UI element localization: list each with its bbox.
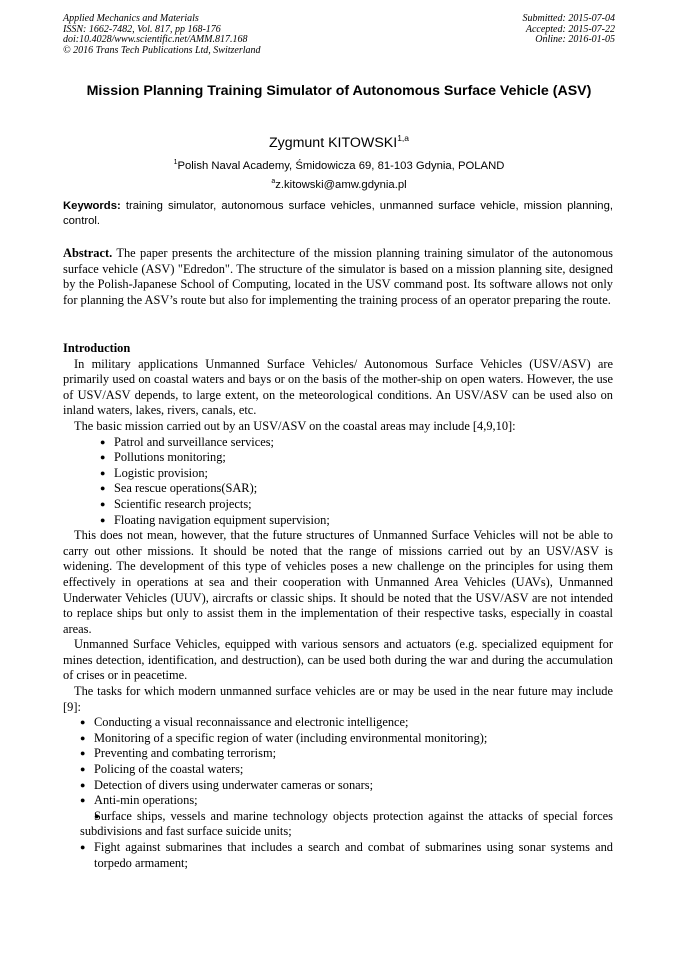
list-item: ● Scientific research projects; (100, 497, 613, 513)
list-item: ● Fight against submarines that includes a search and combat of submarines using sonar systems and torpedo armament; (80, 840, 613, 871)
abstract-text: The paper presents the architecture of the mission planning training simulator of the autonomous surface vehicle (ASV) "Edredon". The structure of the simulator is based on a mission planning site, designed by the Polish-Japanese School of Computing, located in the USV command post. Its software allows not only for planning the ASV’s route but also for implementing the training process of an operator preparing the route. (63, 246, 613, 307)
list-item: ● Monitoring of a specific region of water (including environmental monitoring); (80, 731, 613, 747)
paragraph: In military applications Unmanned Surface Vehicles/ Autonomous Surface Vehicles (USV/ASV) are primarily used on coastal waters and bays or on the basis of the mother-ship on open waters. However, the use of USV/ASV depends, to large extent, on the meteorological conditions. An USV/ASV can be used also on inland waters, lakes, rivers, canals, etc. (63, 356, 613, 418)
section-heading: Introduction (63, 341, 131, 355)
online-date: Online: 2016-01-05 (535, 34, 615, 46)
paper-title: Mission Planning Training Simulator of Autonomous Surface Vehicle (ASV) (86, 83, 592, 99)
journal-info (63, 14, 261, 56)
paragraph: The tasks for which modern unmanned surface vehicles are or may be used in the near future may include [9]: (63, 684, 613, 714)
list-item: ● Logistic provision; (100, 466, 613, 482)
author-line (0, 129, 678, 152)
abstract (63, 246, 613, 308)
list-item: ● Patrol and surveillance services; (100, 435, 613, 451)
introduction-section (63, 341, 613, 871)
tasks-list (63, 715, 613, 871)
list-item: ● Detection of divers using underwater cameras or sonars; (80, 778, 613, 794)
list-item: ● Floating navigation equipment supervision; (100, 513, 613, 529)
list-item: ● Pollutions monitoring; (100, 450, 613, 466)
affiliation-text: Polish Naval Academy, Śmidowicza 69, 81-103 Gdynia, POLAND (177, 160, 505, 172)
affiliation-line (0, 155, 678, 174)
list-item: ● Anti-min operations; (80, 793, 613, 809)
list-item: ● Conducting a visual reconnaissance and electronic intelligence; (80, 715, 613, 731)
author-name: Zygmunt KITOWSKI (268, 135, 398, 151)
list-item: ● Sea rescue operations(SAR); (100, 481, 613, 497)
paragraph: This does not mean, however, that the future structures of Unmanned Surface Vehicles will not be able to carry out other missions. It should be noted that the range of missions carried out by an USV/ASV is widening. The development of this type of vehicles poses a new challenge on the principles for using them effectively in operations at sea and their cooperation with Unmanned Area Vehicles (UAVs), Unmanned Underwater Vehicles (UUV), aircrafts or classic ships. It should be noted that the USV/ASV are not intended to replace ships but only to assist them in the implementation of their respective tasks, especially in coastal areas. (63, 528, 613, 636)
affiliation-block (0, 155, 678, 193)
paragraph: Unmanned Surface Vehicles, equipped with various sensors and actuators (e.g. specialized equipment for mines detection, identification, and destruction), can be used both during the war and during the accumulation of crises or in peacetime. (63, 637, 613, 683)
list-item: ● Preventing and combating terrorism; (80, 746, 613, 762)
keywords (63, 199, 613, 229)
keywords-label: Keywords: (63, 200, 121, 212)
journal-name: Applied Mechanics and Materials (63, 13, 199, 24)
accepted-date: Accepted: 2015-07-22 (525, 23, 615, 35)
email-superscript: a (271, 178, 276, 185)
mission-list (63, 435, 613, 529)
affiliation-superscript: 1 (173, 159, 178, 166)
submission-dates (523, 14, 616, 46)
author-superscript: 1,a (397, 133, 410, 143)
paragraph: The basic mission carried out by an USV/ASV on the coastal areas may include [4,9,10]: (74, 418, 516, 433)
issn-line: ISSN: 1662-7482, Vol. 817, pp 168-176 (63, 23, 221, 35)
keywords-text: training simulator, autonomous surface vehicles, unmanned surface vehicle, mission planning, control. (63, 200, 613, 227)
email-line (0, 174, 678, 193)
copyright-line: © 2016 Trans Tech Publications Ltd, Switzerland (63, 44, 261, 56)
author-email: z.kitowski@amw.gdynia.pl (275, 179, 407, 191)
doi-line: doi:10.4028/www.scientific.net/AMM.817.168 (63, 34, 248, 46)
list-item: ● Policing of the coastal waters; (80, 762, 613, 778)
list-item: ● Surface ships, vessels and marine technology objects protection against the attacks of special forces subdivisions and fast surface suicide units; (80, 809, 613, 840)
submitted-date: Submitted: 2015-07-04 (522, 13, 615, 24)
abstract-label: Abstract. (63, 246, 113, 260)
